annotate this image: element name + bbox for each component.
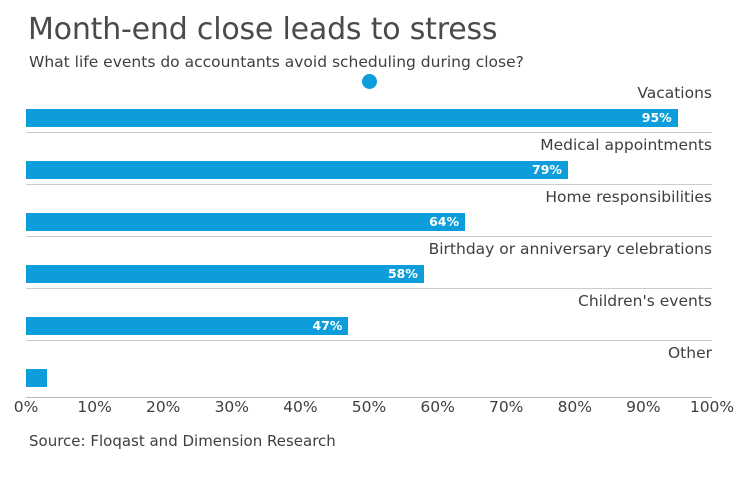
row-separator — [26, 236, 712, 237]
bar-category-label: Home responsibilities — [545, 188, 712, 206]
bar-value-label: 95% — [641, 110, 672, 125]
bar-value-label: 47% — [312, 318, 343, 333]
bar-category-label: Medical appointments — [540, 136, 712, 154]
bar-value-label: 58% — [387, 266, 418, 281]
row-separator — [26, 184, 712, 185]
row-separator — [26, 132, 712, 133]
x-tick-label: 10% — [77, 398, 112, 416]
bar-category-label: Birthday or anniversary celebrations — [428, 240, 712, 258]
plot-area — [26, 84, 712, 398]
x-tick-label: 20% — [145, 398, 181, 416]
bar-category-label: Children's events — [578, 292, 712, 310]
x-tick-label: 90% — [626, 398, 661, 416]
bar-row — [26, 292, 712, 344]
bar-row — [26, 136, 712, 188]
bar-category-label: Vacations — [637, 84, 712, 102]
x-tick-label: 40% — [283, 398, 318, 416]
bar-value-label: 64% — [429, 214, 460, 229]
chart-subtitle: What life events do accountants avoid scheduling during close? — [29, 53, 524, 71]
bar-value-label: 79% — [532, 162, 562, 177]
x-tick-label: 60% — [420, 398, 455, 416]
bar-category-label: Other — [667, 344, 712, 362]
bar-row — [26, 240, 712, 292]
row-separator — [26, 340, 712, 341]
bar-row — [26, 344, 712, 396]
bar-row — [26, 188, 712, 240]
x-tick-label: 0% — [13, 398, 39, 416]
x-tick-label: 70% — [488, 398, 524, 416]
x-tick-label: 30% — [214, 398, 250, 416]
bar — [26, 369, 47, 387]
x-axis-ticks — [13, 398, 735, 420]
x-tick-label: 50% — [351, 398, 387, 416]
row-separator — [26, 288, 712, 289]
x-tick-label: 100% — [689, 398, 735, 416]
bar-row — [26, 84, 712, 136]
page-title: Month-end close leads to stress — [28, 12, 498, 47]
source-note: Source: Floqast and Dimension Research — [29, 432, 336, 450]
x-tick-label: 80% — [557, 398, 593, 416]
